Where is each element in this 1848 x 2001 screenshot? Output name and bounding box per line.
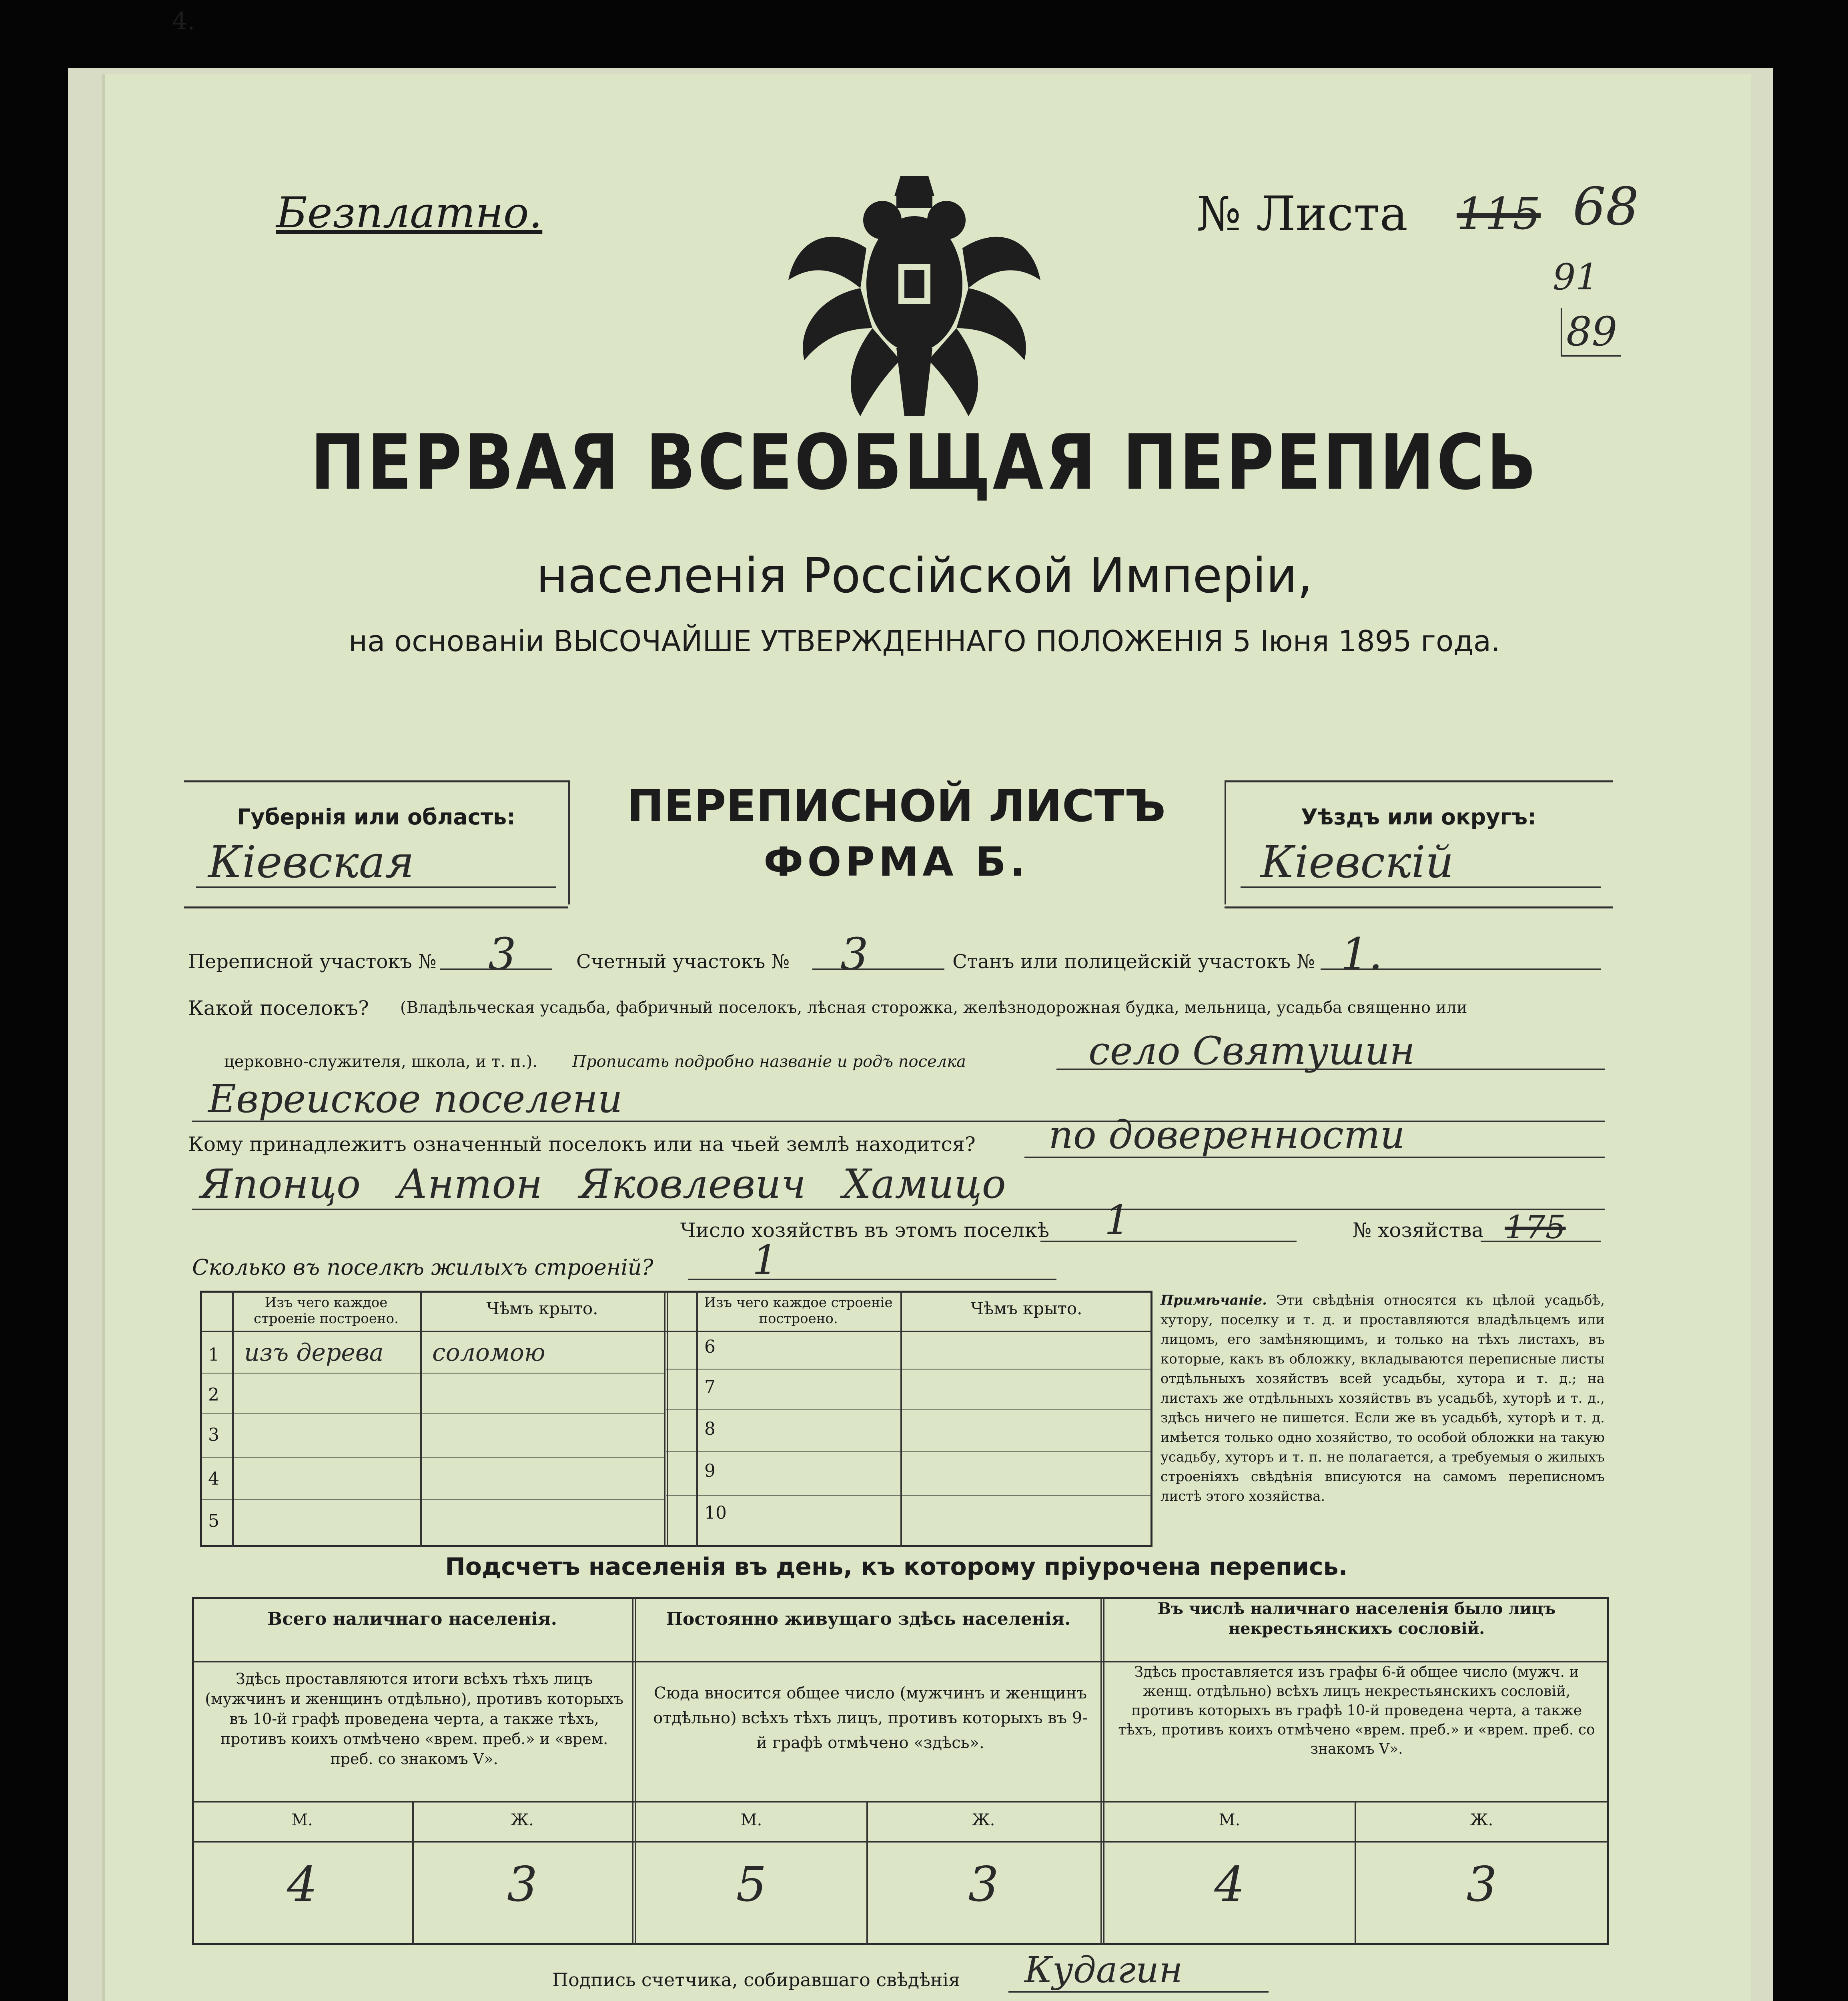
- underline: [1040, 1241, 1297, 1242]
- pop-zh-value: 3: [968, 1857, 999, 1913]
- pop-m-value: 4: [1214, 1857, 1245, 1913]
- col-line: [232, 1291, 234, 1547]
- census-district-value: 3: [488, 928, 516, 980]
- double-headed-eagle-emblem: [780, 160, 1048, 436]
- pop-m-label: М.: [291, 1811, 313, 1829]
- guberniya-underline: [196, 886, 556, 888]
- divider: [568, 780, 570, 904]
- underline: [688, 1279, 1056, 1280]
- settlement-value-1: село Святушин: [1088, 1029, 1415, 1073]
- buildings-label: Сколько въ поселкѣ жилыхъ строеній?: [192, 1255, 653, 1280]
- population-title: Подсчетъ населенія въ день, къ которому пріурочена перепись.: [445, 1553, 1348, 1581]
- row-num: 9: [704, 1461, 716, 1481]
- col-divider: [632, 1597, 636, 1945]
- pop-zh-value: 3: [1466, 1857, 1497, 1913]
- row-roof: соломою: [432, 1339, 545, 1367]
- households-value: 1: [1104, 1197, 1130, 1243]
- col-line: [420, 1291, 422, 1547]
- underline: [812, 968, 944, 970]
- header-line: [192, 1661, 1609, 1662]
- stan-label: Станъ или полицейскій участокъ №: [952, 950, 1315, 973]
- count-district-value: 3: [840, 928, 868, 980]
- stan-value: 1.: [1341, 928, 1383, 980]
- corner-mark: 4.: [172, 7, 195, 35]
- household-no-label: № хозяйства: [1353, 1219, 1484, 1242]
- signature-underline: [1008, 1991, 1269, 1993]
- form-label: ФОРМА Б.: [764, 838, 1029, 885]
- signature-value: Кудагин: [1024, 1949, 1183, 1991]
- pop-m-value: 5: [736, 1857, 767, 1913]
- sheet-number-struck: 115: [1457, 188, 1541, 239]
- owner-value-2: Японцо Антон Яковлевич Хамицо: [200, 1161, 1006, 1207]
- settlement-hint-1: (Владѣльческая усадьба, фабричный поселокъ, лѣсная сторожка, желѣзнодорожная будка, мельница, усадьба священно или: [400, 998, 1467, 1017]
- col-roof-left: Чѣмъ крыто.: [486, 1299, 598, 1318]
- uezd-label: Уѣздъ или округъ:: [1301, 804, 1536, 830]
- row-line: [200, 1413, 664, 1414]
- pop-zh-label: Ж.: [1470, 1811, 1493, 1829]
- pop-col-header: Постоянно живущаго здѣсь населенія.: [666, 1609, 1071, 1629]
- underline: [1056, 1069, 1605, 1070]
- form-title: ПЕРЕПИСНОЙ ЛИСТЪ: [627, 780, 1166, 832]
- row-line: [666, 1451, 1152, 1452]
- pop-col-header: Всего наличнаго населенія.: [267, 1609, 557, 1629]
- row-num: 4: [208, 1469, 219, 1489]
- desc-line: [192, 1801, 1609, 1803]
- note-heading: Примѣчаніе.: [1161, 1292, 1267, 1308]
- household-no-struck: 175: [1505, 1209, 1566, 1246]
- pop-zh-value: 3: [507, 1857, 538, 1913]
- settlement-hint-3: Прописать подробно названіе и родъ поселка: [572, 1053, 966, 1071]
- settlement-value-2: Евреиское поселени: [208, 1077, 623, 1121]
- basis-line: на основаніи ВЫСОЧАЙШЕ УТВЕРЖДЕННАГО ПОЛОЖЕНІЯ 5 Іюня 1895 года.: [349, 624, 1500, 658]
- row-num: 7: [704, 1377, 716, 1397]
- mz-line: [192, 1841, 1609, 1843]
- uezd-underline: [1241, 886, 1601, 888]
- pop-m-value: 4: [287, 1857, 318, 1913]
- row-material: изъ дерева: [244, 1339, 384, 1367]
- uezd-value: Кіевскій: [1261, 836, 1454, 888]
- sheet-number-label: № Листа: [1197, 186, 1408, 241]
- row-num: 10: [704, 1503, 727, 1523]
- row-num: 2: [208, 1385, 219, 1405]
- row-num: 5: [208, 1511, 219, 1531]
- row-line: [666, 1409, 1152, 1410]
- col-material-right: Изъ чего каждое строеніе построено.: [704, 1295, 893, 1327]
- row-line: [666, 1495, 1152, 1496]
- page-subtitle: населенія Россійской Имперіи,: [536, 548, 1313, 604]
- header-line: [200, 1331, 1152, 1332]
- buildings-table: [200, 1291, 1152, 1547]
- settlement-hint-2: церковно-служителя, школа, и т. п.).: [224, 1053, 538, 1071]
- pop-col-header: Въ числѣ наличнаго населенія было лицъ некрестьянскихъ сословій.: [1157, 1599, 1556, 1638]
- guberniya-label: Губернія или область:: [237, 804, 515, 830]
- col-material-left: Изъ чего каждое строеніе построено.: [254, 1295, 399, 1327]
- row-line: [200, 1457, 664, 1458]
- pop-zh-label: Ж.: [511, 1811, 534, 1829]
- col-roof-right: Чѣмъ крыто.: [970, 1299, 1082, 1318]
- settlement-question: Какой поселокъ?: [188, 996, 369, 1020]
- guberniya-value: Кіевская: [208, 836, 415, 888]
- note-text: Эти свѣдѣнія относятся къ цѣлой усадьбѣ, хутору, поселку и т. д. и проставляются владѣльцемъ или лицомъ, его замѣняющимъ, и только на тѣхъ листахъ, въ которые, какъ въ обложку, вкладываются переписные листы отдѣльныхъ хозяйствъ всей усадьбы, хутора и т. д.; на листахъ же отдѣльныхъ хозяйствъ въ усадьбѣ, хуторѣ и т. д., здѣсь ничего не пишется. Если же въ усадьбѣ, хуторѣ и т. д. имѣется только одно хозяйство, то особой обложки на такую усадьбу, хуторъ и т. п. не полагается, а требуемыя о жилыхъ строеніяхъ свѣдѣнія вписуются на самомъ переписномъ листѣ этого хозяйства.: [1161, 1292, 1605, 1504]
- underline: [1321, 968, 1601, 970]
- owner-question: Кому принадлежитъ означенный поселокъ или на чьей землѣ находится?: [188, 1133, 976, 1156]
- pop-col-desc: Здѣсь проставляется изъ графы 6-й общее число (мужч. и женщ. отдѣльно) всѣхъ лицъ некрестьянскихъ сословій, противъ которыхъ въ графѣ 10-й проведена черта, а также тѣхъ, противъ коихъ отмѣчено «врем. преб.» и «врем. преб. со знакомъ V».: [1118, 1664, 1595, 1757]
- row-num: 6: [704, 1337, 716, 1357]
- pop-zh-label: Ж.: [972, 1811, 995, 1829]
- free-label: Безплатно.: [276, 188, 543, 237]
- col-divider: [1100, 1597, 1104, 1945]
- signature-label: Подпись счетчика, собиравшаго свѣдѣнія: [552, 1969, 960, 1991]
- row-num: 1: [208, 1345, 219, 1365]
- pop-m-label: М.: [740, 1811, 762, 1829]
- pop-m-label: М.: [1219, 1811, 1241, 1829]
- pop-col-desc: Сюда вносится общее число (мужчинъ и женщинъ отдѣльно) всѣхъ тѣхъ лицъ, противъ которыхъ въ 9-й графѣ отмѣчено «здѣсь».: [653, 1684, 1088, 1752]
- census-district-label: Переписной участокъ №: [188, 950, 437, 973]
- row-num: 3: [208, 1425, 219, 1445]
- table-divider: [664, 1291, 668, 1547]
- underline: [1024, 1157, 1605, 1158]
- page-title: ПЕРВАЯ ВСЕОБЩАЯ ПЕРЕПИСЬ: [310, 418, 1539, 507]
- owner-value-1: по доверенности: [1048, 1113, 1405, 1157]
- row-num: 8: [704, 1419, 716, 1439]
- note-block: [1161, 1291, 1605, 1506]
- underline: [192, 1209, 1605, 1210]
- pop-col-desc: Здѣсь проставляются итоги всѣхъ тѣхъ лицъ (мужчинъ и женщинъ отдѣльно), противъ которыхъ въ 10-й графѣ проведена черта, а также тѣхъ, противъ коихъ отмѣчено «врем. преб.» и «врем. преб. со знакомъ V».: [205, 1670, 623, 1768]
- underline: [440, 968, 552, 970]
- row-line: [200, 1499, 664, 1500]
- side-mark-top: 91: [1553, 256, 1599, 298]
- side-mark-bottom: 89: [1561, 308, 1621, 357]
- col-line: [696, 1291, 698, 1547]
- underline: [1481, 1241, 1601, 1242]
- col-line: [900, 1291, 902, 1547]
- sheet-number-value: 68: [1573, 176, 1639, 237]
- households-label: Число хозяйствъ въ этомъ поселкѣ: [680, 1219, 1050, 1242]
- count-district-label: Счетный участокъ №: [576, 950, 790, 973]
- buildings-value: 1: [752, 1237, 778, 1283]
